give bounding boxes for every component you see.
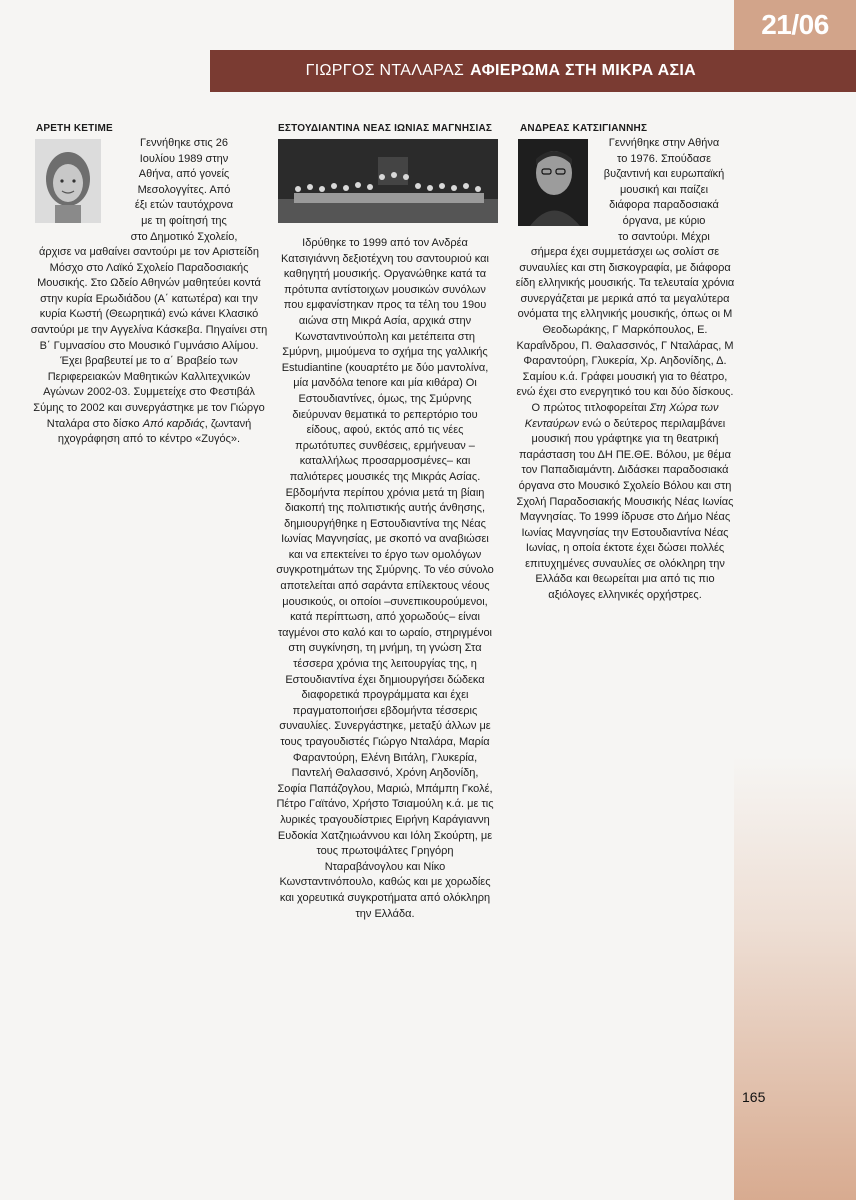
text-line: έξι ετών ταυτόχρονα bbox=[134, 199, 234, 212]
col3-body-end: ενώ ο δεύτερος περιλαμβάνει μουσική που γράφτηκε για τη θεατρική παράσταση του ΔΗ ΠΕ.ΘΕ. Βόλου, με θέμα τον Παπαδιαμάντη. Διδάσκει παραδοσιακά όργανα στο Μουσικό Σχολείο Βόλου και στη Σχολή Παραδοσιακής Μουσικής Νέας Ιωνίας Μαγνησίας. Το 1999 ίδρυσε στο Δήμο Νέας Ιωνίας Μαγνησίας την Εστουδιαντίνα Νέας Ιωνίας, η οποία έκτοτε έχει δώσει πολλές επιτυχημένες συναυλίες σε ολόκληρη την Ελλάδα και θεωρείται μια από τις πιο αξιόλογες ελληνικές ορχήστρες. bbox=[516, 417, 734, 602]
text-line: το σαντούρι. Μέχρι bbox=[618, 230, 710, 243]
text-line: Γεννήθηκε στις 26 bbox=[140, 137, 228, 149]
text-line: όργανα, με κύριο bbox=[622, 214, 706, 227]
text-line: Αθήνα, από γονείς bbox=[138, 168, 230, 181]
text-line: Γεννήθηκε στην Αθήνα bbox=[608, 137, 720, 149]
decorative-side-strip bbox=[734, 92, 856, 1200]
text-line: διάφορα παραδοσιακά bbox=[609, 199, 719, 212]
text-line: το 1976. Σπούδασε bbox=[617, 152, 711, 165]
album-title: Από καρδιάς bbox=[142, 417, 205, 430]
section-banner bbox=[210, 50, 856, 92]
col1-title: ΑΡΕΤΗ ΚΕΤΙΜΕ bbox=[36, 123, 113, 134]
col3-beside-photo bbox=[594, 136, 734, 245]
col1-body-end: , ζωντανή ηχογράφηση από το κέντρο «Ζυγός». bbox=[57, 417, 252, 446]
portrait-photo-areti bbox=[35, 139, 101, 223]
text-line: Ιουλίου 1989 στην bbox=[139, 152, 229, 165]
text-line: Μεσολογγίτες. Από bbox=[137, 183, 231, 196]
text-line: στο Δημοτικό Σχολείο, bbox=[130, 230, 238, 243]
col1-body bbox=[30, 245, 268, 448]
issue-date-tab: 21/06 bbox=[734, 0, 856, 50]
col3-title: ΑΝΔΡΕΑΣ ΚΑΤΣΙΓΙΑΝΝΗΣ bbox=[520, 123, 648, 134]
banner-author: ΓΙΩΡΓΟΣ ΝΤΑΛΑΡΑΣ bbox=[305, 62, 465, 79]
col1-body-text: άρχισε να μαθαίνει σαντούρι με τον Αριστείδη Μόσχο στο Λαϊκό Σχολείο Παραδοσιακής Μουσικής. Στο Ωδείο Αθηνών μαθητεύει κοντά στην κυρία Ερωδιάδου (Α΄ κατωτέρα) και την κυρία Κωστή (Θεωρητικά) ενώ κάνει Κλασικό σαντούρι με την Αγγελίνα Κάσκεβα. Πηγαίνει στη Β΄ Γυμνασίου στο Μουσικό Γυμνάσιο Αλίμου. Έχει βραβευτεί με το α΄ Βραβείο των Περιφερειακών Μαθητικών Καλλιτεχνικών Αγώνων 2002-03. Συμμετείχε στο Φεστιβάλ Σύμης το 2002 και συνεργάστηκε με τον Γιώργο Νταλάρα στο δίσκο bbox=[30, 246, 268, 430]
text-line: μουσική και παίζει bbox=[619, 183, 709, 196]
col2-body: Ιδρύθηκε το 1999 από τον Ανδρέα Κατσιγιάννη δεξιοτέχνη του σαντουριού και καθηγητή μουσικής. Οργανώθηκε κατά τα πρότυπα αντίστοιχων μουσικών συνόλων που εμφανίστηκαν προς τα τέλη του 19ου αιώνα στη Μικρά Ασία, αρχικά στην Κωνσταντινούπολη και μετέπειτα στη Σμύρνη, μιμούμενα το σχήμα της γαλλικής Estudiantine (κουαρτέτο με δύο μαντολίνα, μία μανδόλα tenore και μία κιθάρα) Οι Εστουδιαντίνες, όμως, της Σμύρνης διεύρυναν θεματικά το ρεπερτόριο του είδους, αφού, εκτός από τις νέες πρωτότυπες συνθέσεις, ερμήνευαν –καταλλήλως προσαρμοσμένες– και παλιότερες μουσικές της Μικράς Ασίας. Εβδομήντα περίπου χρόνια μετά τη βίαιη διακοπή της πολιτιστικής αυτής άνθησης, δημιουργήθηκε η Εστουδιαντίνα της Νέας Ιωνίας Μαγνησίας, με σκοπό να αναβιώσει και να επεκτείνει το έργο των ομολόγων συγκροτημάτων της Σμύρνης. Το νέο σύνολο αποτελείται από σαράντα επίλεκτους νέους μουσικούς, οι οποίοι –συνεπικουρούμενοι, κατά περίπτωση, από χορωδούς– είναι ταγμένοι στο καλό και το ωραίο, στηριγμένοι στη συγκίνηση, τη μνήμη, τη γνώση Στα τέσσερα χρόνια της λειτουργίας της, η Εστουδιαντίνα έχει δημιουργήσει δώδεκα διαφορετικά προγράμματα και έχει πραγματοποιήσει εβδομήντα τέσσερις συναυλίες. Συνεργάστηκε, μεταξύ άλλων με τους τραγουδιστές Γιώργο Νταλάρα, Μαρία Φαραντούρη, Ελένη Βιτάλη, Γλυκερία, Παντελή Θαλασσινό, Χρόνη Αηδονίδη, Σοφία Παπάζογλου, Μαριώ, Μπάμπη Γκολέ, Πέτρο Γαϊτάνο, Χρήστο Τσιαμούλη κ.ά. με τις λυρικές τραγουδίστριες Ειρήνη Καράγιαννη Ευδοκία Χατζηιωάννου και Ιόλη Σκούρτη, με τους πρωτοψάλτες Γρηγόρη Νταραβάνογλου και Νίκο Κωνσταντινόπουλο, καθώς και με χορωδίες και χορευτικά συγκροτήματα από ολόκληρη την Ελλάδα. bbox=[276, 237, 494, 920]
col3-body bbox=[514, 245, 736, 604]
work-title: Στη Χώρα των Κενταύρων bbox=[524, 401, 719, 430]
banner-title: ΑΦΙΕΡΩΜΑ ΣΤΗ ΜΙΚΡΑ ΑΣΙΑ bbox=[470, 62, 696, 79]
col1-beside-photo bbox=[105, 136, 263, 245]
page-number: 165 bbox=[742, 1089, 766, 1105]
ensemble-photo bbox=[278, 139, 498, 223]
col3-body-text: σήμερα έχει συμμετάσχει ως σολίστ σε συναυλίες και στη δισκογραφία, με διάφορα είδη ελληνικής μουσικής. Τα τελευταία χρόνια συνεργάζεται με μερικά από τα μεγαλύτερα ονόματα της ελληνικής μουσικής, όπως οι Μ Θεοδωράκης, Γ Μαρκόπουλος, Ε. Καραΐνδρου, Π. Θαλασσινός, Γ Νταλάρας, Μ Φαραντούρη, Γλυκερία, Χρ. Αηδονίδης, Δ. Σαμίου κ.ά. Γράφει μουσική για το θέατρο, ενώ έχει στο ενεργητικό του και δύο δίσκους. Ο πρώτος τιτλοφορείται bbox=[515, 246, 735, 414]
col2-title: ΕΣΤΟΥΔΙΑΝΤΙΝΑ ΝΕΑΣ ΙΩΝΙΑΣ ΜΑΓΝΗΣΙΑΣ bbox=[278, 123, 493, 134]
portrait-photo-andreas bbox=[518, 139, 588, 226]
text-line: βυζαντινή και ευρωπαϊκή bbox=[603, 168, 725, 181]
text-line: με τη φοίτησή της bbox=[141, 214, 227, 227]
